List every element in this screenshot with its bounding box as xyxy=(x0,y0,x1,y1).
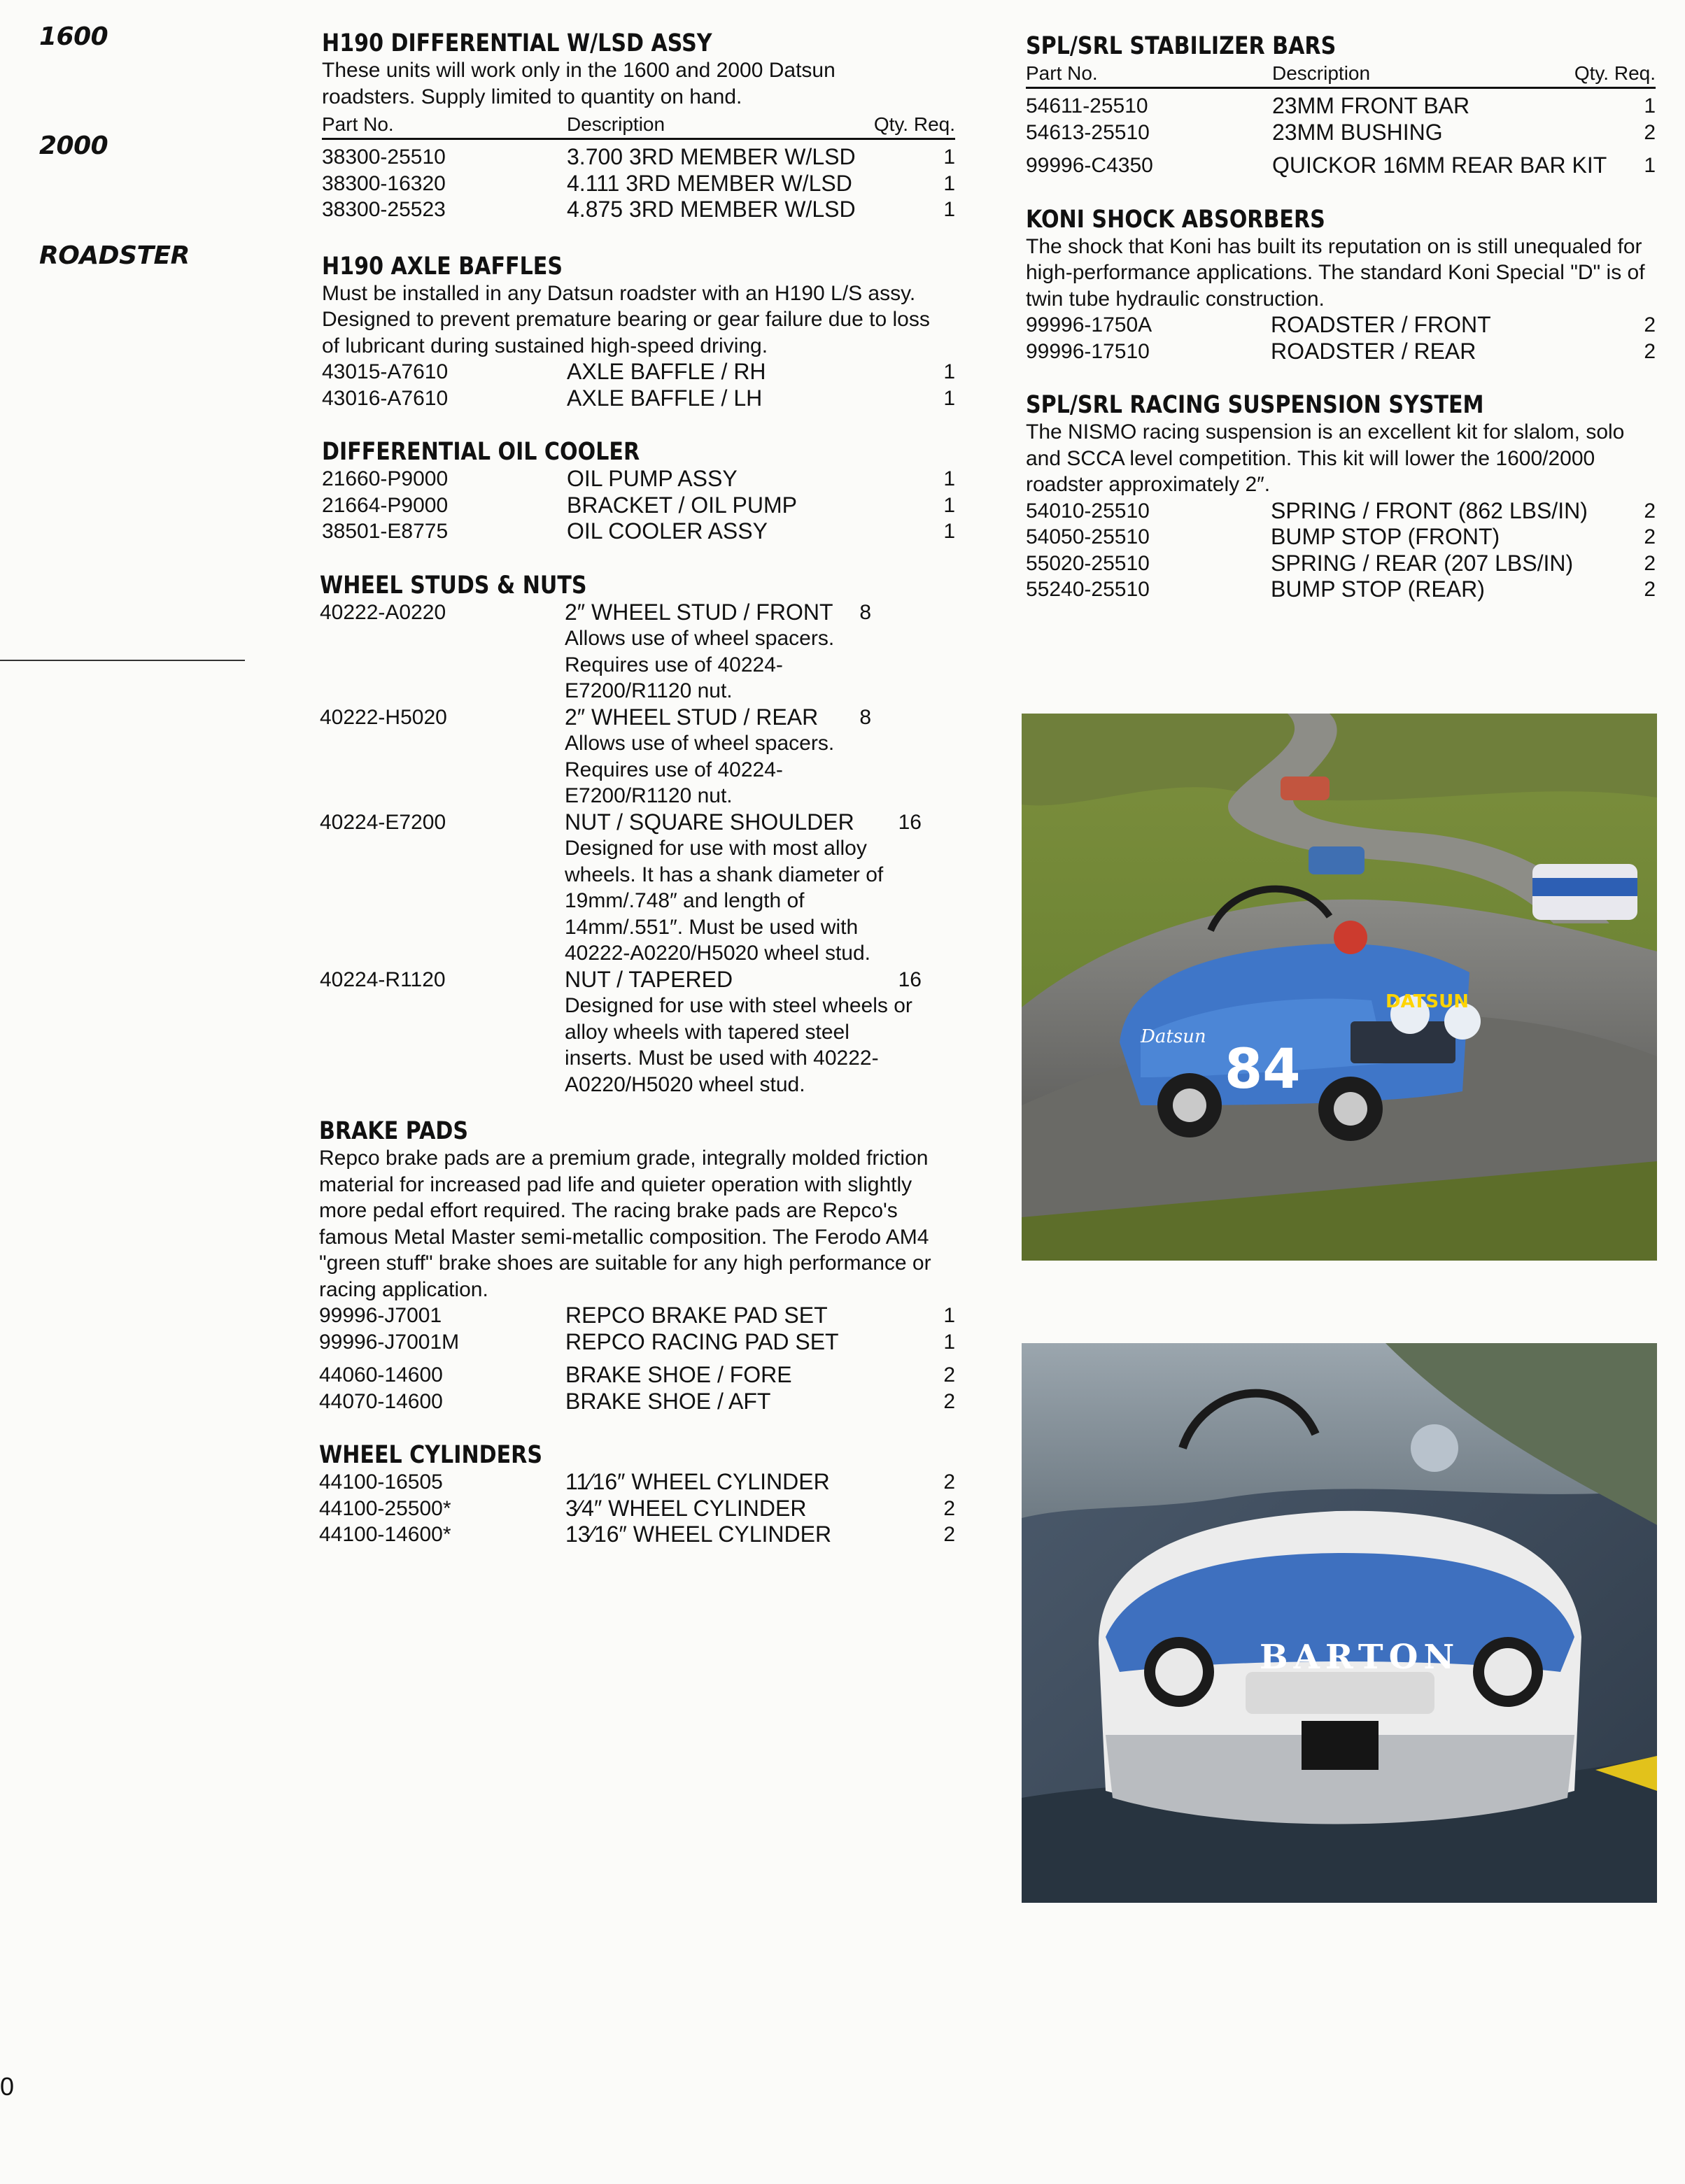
part-description: REPCO BRAKE PAD SET xyxy=(565,1303,828,1328)
part-qty: 1 xyxy=(943,171,955,195)
part-qty: 1 xyxy=(943,467,955,490)
part-description: 3.700 3RD MEMBER W/LSD xyxy=(567,144,856,169)
part-number: 99996-J7001M xyxy=(319,1330,460,1354)
stud-item xyxy=(320,809,955,967)
section-title: H190 AXLE BAFFLES xyxy=(322,252,563,281)
table-row xyxy=(322,492,955,519)
part-number: 40224-R1120 xyxy=(320,967,446,991)
part-number: 99996-C4350 xyxy=(1026,154,1153,177)
part-qty: 2 xyxy=(1644,551,1656,575)
part-qty: 2 xyxy=(1644,339,1656,363)
part-number: 99996-17510 xyxy=(1026,339,1150,363)
part-qty: 1 xyxy=(943,386,955,410)
car-banner: BARTON xyxy=(1260,1638,1460,1677)
section-racing-suspension xyxy=(1026,391,1656,603)
left-column xyxy=(319,29,955,1548)
part-description: 13⁄16″ WHEEL CYLINDER xyxy=(565,1522,832,1547)
table-row xyxy=(1026,312,1656,339)
part-qty: 2 xyxy=(1644,578,1656,601)
part-description: BRACKET / OIL PUMP xyxy=(567,492,797,518)
part-description: QUICKOR 16MM REAR BAR KIT xyxy=(1272,153,1607,178)
part-description: BRAKE SHOE / FORE xyxy=(565,1362,792,1387)
part-note: Allows use of wheel spacers. Requires use of 40224-E7200/R1120 nut. xyxy=(565,627,835,702)
part-description: 4.875 3RD MEMBER W/LSD xyxy=(567,197,856,222)
part-qty: 1 xyxy=(943,360,955,383)
part-qty: 1 xyxy=(943,520,955,543)
part-description: SPRING / REAR (207 LBS/IN) xyxy=(1271,550,1574,576)
part-number: 38300-25510 xyxy=(322,146,446,169)
header-part-no: Part No. xyxy=(1026,62,1098,84)
part-description: BUMP STOP (FRONT) xyxy=(1271,524,1500,549)
section-differential-oil-cooler xyxy=(322,438,955,545)
part-number: 44100-25500* xyxy=(319,1496,451,1520)
part-number: 44070-14600 xyxy=(319,1389,443,1413)
table-row xyxy=(319,1496,955,1522)
part-number: 44100-14600* xyxy=(319,1523,451,1546)
right-column xyxy=(1026,32,1656,603)
table-row xyxy=(319,1389,955,1415)
sidebar-divider xyxy=(0,660,245,661)
part-number: 38300-16320 xyxy=(322,171,446,195)
section-description: These units will work only in the 1600 and 2000 Datsun roadsters. Supply limited to quantity on hand. xyxy=(322,59,836,108)
part-qty: 1 xyxy=(943,198,955,221)
part-qty: 2 xyxy=(943,1496,955,1520)
part-qty: 8 xyxy=(859,705,871,729)
part-description: REPCO RACING PAD SET xyxy=(565,1328,839,1354)
page-number: 0 xyxy=(0,2072,15,2101)
racing-photo-closeup xyxy=(1022,1343,1657,1903)
stud-item xyxy=(320,600,955,704)
header-part-no: Part No. xyxy=(322,113,394,135)
part-qty: 2 xyxy=(943,1523,955,1546)
table-row xyxy=(1026,576,1656,603)
part-number: 38300-25523 xyxy=(322,198,446,221)
sidebar-label-1600: 1600 xyxy=(39,22,108,51)
part-qty: 1 xyxy=(1644,94,1656,118)
part-qty: 2 xyxy=(1644,313,1656,336)
part-description: ROADSTER / FRONT xyxy=(1271,312,1491,337)
table-row xyxy=(1026,524,1656,551)
table-header xyxy=(322,113,955,140)
section-brake-pads xyxy=(319,1117,955,1414)
part-description: 23MM FRONT BAR xyxy=(1272,93,1470,118)
table-row xyxy=(319,1469,955,1496)
part-number: 44100-16505 xyxy=(319,1470,443,1494)
part-description: AXLE BAFFLE / LH xyxy=(567,385,763,411)
section-title: BRAKE PADS xyxy=(319,1117,469,1145)
part-description: 2″ WHEEL STUD / FRONT xyxy=(565,599,833,625)
table-header xyxy=(1026,62,1656,89)
stud-item xyxy=(320,967,955,1098)
part-description: AXLE BAFFLE / RH xyxy=(567,359,766,384)
section-title: WHEEL CYLINDERS xyxy=(319,1441,543,1469)
part-number: 38501-E8775 xyxy=(322,520,449,543)
part-description: BRAKE SHOE / AFT xyxy=(565,1388,771,1414)
part-description: SPRING / FRONT (862 LBS/IN) xyxy=(1271,497,1588,523)
part-note: Designed for use with steel wheels or alloy wheels with tapered steel inserts. Must be used with 40222-A0220/H5020 wheel stud. xyxy=(565,994,912,1096)
part-number: 21660-P9000 xyxy=(322,467,449,490)
table-row xyxy=(322,197,955,223)
part-number: 54613-25510 xyxy=(1026,120,1150,144)
table-row xyxy=(322,385,955,412)
part-description: 23MM BUSHING xyxy=(1272,119,1443,145)
part-description: 11⁄16″ WHEEL CYLINDER xyxy=(565,1469,830,1494)
part-number: 43015-A7610 xyxy=(322,360,449,383)
part-qty: 2 xyxy=(1644,120,1656,144)
car-number: 84 xyxy=(1225,1038,1301,1101)
section-wheel-cylinders xyxy=(319,1441,955,1548)
part-qty: 2 xyxy=(943,1470,955,1494)
section-wheel-studs-nuts xyxy=(320,572,955,1098)
track-scene-illustration xyxy=(1022,714,1657,1261)
part-qty: 1 xyxy=(1644,154,1656,177)
section-description: Repco brake pads are a premium grade, integrally molded friction material for increased pad life and quieter operation with slightly more pedal effort required. The racing brake pads are Repco's famous Metal Master semi-metallic composition. The Ferodo AM4 "green stuff" brake shoes are suitable for any high performance or racing application. xyxy=(319,1147,931,1301)
section-title: SPL/SRL RACING SUSPENSION SYSTEM xyxy=(1026,391,1484,419)
part-description: BUMP STOP (REAR) xyxy=(1271,576,1485,602)
stud-item xyxy=(320,704,955,809)
part-description: OIL PUMP ASSY xyxy=(567,466,738,491)
section-description: The NISMO racing suspension is an excellent kit for slalom, solo and SCCA level competition. This kit will lower the 1600/2000 roadster approximately 2″. xyxy=(1026,420,1625,496)
table-row xyxy=(1026,498,1656,525)
section-description: Must be installed in any Datsun roadster with an H190 L/S assy. Designed to prevent premature bearing or gear failure due to loss of lubricant during sustained high-speed driving. xyxy=(322,281,930,357)
section-koni-shock-absorbers xyxy=(1026,206,1656,365)
header-qty: Qty. Req. xyxy=(1574,62,1656,84)
racing-photo-track xyxy=(1022,714,1657,1261)
part-qty: 1 xyxy=(943,1304,955,1327)
part-description: 2″ WHEEL STUD / REAR xyxy=(565,704,819,730)
part-qty: 1 xyxy=(943,146,955,169)
table-row xyxy=(322,171,955,197)
table-row xyxy=(1026,551,1656,577)
table-row xyxy=(1026,93,1656,120)
closeup-scene-illustration xyxy=(1022,1343,1657,1903)
part-note: Allows use of wheel spacers. Requires use of 40224-E7200/R1120 nut. xyxy=(565,732,835,807)
part-number: 40222-A0220 xyxy=(320,600,446,624)
part-number: 99996-1750A xyxy=(1026,313,1152,336)
table-row xyxy=(322,144,955,171)
table-row xyxy=(322,466,955,492)
part-number: 40224-E7200 xyxy=(320,810,446,834)
part-qty: 1 xyxy=(943,493,955,517)
part-description: ROADSTER / REAR xyxy=(1271,338,1476,364)
part-qty: 2 xyxy=(943,1389,955,1413)
table-row xyxy=(319,1303,955,1329)
part-qty: 8 xyxy=(859,600,871,624)
part-description: NUT / TAPERED xyxy=(565,966,733,992)
part-description: NUT / SQUARE SHOULDER xyxy=(565,809,854,835)
part-number: 55020-25510 xyxy=(1026,551,1150,575)
header-description: Description xyxy=(1272,62,1371,84)
part-qty: 16 xyxy=(898,967,922,991)
section-title: H190 DIFFERENTIAL W/LSD ASSY xyxy=(322,29,712,57)
part-description: 4.111 3RD MEMBER W/LSD xyxy=(567,170,852,196)
table-row xyxy=(1026,120,1656,146)
header-description: Description xyxy=(567,113,665,135)
part-description: OIL COOLER ASSY xyxy=(567,518,768,544)
part-number: 54010-25510 xyxy=(1026,499,1150,523)
section-title: SPL/SRL STABILIZER BARS xyxy=(1026,32,1337,60)
section-h190-axle-baffles xyxy=(322,253,955,412)
part-qty: 16 xyxy=(898,810,922,834)
sidebar-label-roadster: ROADSTER xyxy=(39,241,190,270)
part-qty: 2 xyxy=(943,1363,955,1387)
part-number: 43016-A7610 xyxy=(322,386,449,410)
table-row xyxy=(319,1329,955,1356)
table-row xyxy=(1026,339,1656,365)
sidebar-label-2000: 2000 xyxy=(39,132,108,160)
section-title: DIFFERENTIAL OIL COOLER xyxy=(322,438,640,466)
table-row xyxy=(319,1522,955,1548)
part-number: 40222-H5020 xyxy=(320,705,447,729)
section-description: The shock that Koni has built its reputation on is still unequaled for high-performance applications. The standard Koni Special "D" is of twin tube hydraulic construction. xyxy=(1026,234,1645,311)
section-h190-differential xyxy=(322,29,955,223)
part-qty: 1 xyxy=(943,1330,955,1354)
section-title: WHEEL STUDS & NUTS xyxy=(320,571,587,600)
part-number: 55240-25510 xyxy=(1026,578,1150,601)
part-number: 54611-25510 xyxy=(1026,94,1148,118)
table-row xyxy=(1026,153,1656,179)
car-side-script: Datsun xyxy=(1141,1026,1206,1047)
section-title: KONI SHOCK ABSORBERS xyxy=(1026,205,1325,234)
part-number: 54050-25510 xyxy=(1026,525,1150,548)
car-banner: DATSUN xyxy=(1386,991,1469,1012)
table-row xyxy=(319,1362,955,1389)
part-qty: 2 xyxy=(1644,499,1656,523)
part-number: 44060-14600 xyxy=(319,1363,443,1387)
table-row xyxy=(322,518,955,545)
part-qty: 2 xyxy=(1644,525,1656,548)
part-number: 21664-P9000 xyxy=(322,493,449,517)
part-number: 99996-J7001 xyxy=(319,1304,442,1327)
part-description: 3⁄4″ WHEEL CYLINDER xyxy=(565,1495,807,1521)
table-row xyxy=(322,359,955,385)
section-stabilizer-bars xyxy=(1026,32,1656,179)
header-qty: Qty. Req. xyxy=(873,113,955,135)
part-note: Designed for use with most alloy wheels. It has a shank diameter of 19mm/.748″ and length of 14mm/.551″. Must be used with 40222-A0220/H5020 wheel stud. xyxy=(565,837,884,965)
